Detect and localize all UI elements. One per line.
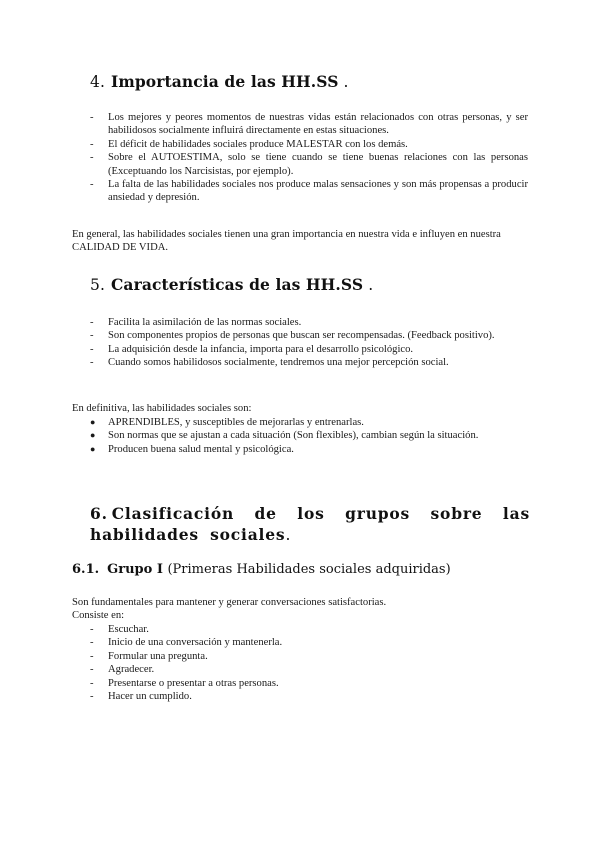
section-6-title: Clasificación de los grupos sobre las habilidades sociales — [90, 504, 530, 544]
list-item-text: Facilita la asimilación de las normas sociales. — [108, 317, 302, 328]
bullet-marker: ● — [90, 417, 96, 427]
list-item — [90, 636, 528, 649]
section-6-1-list — [90, 623, 528, 703]
section-5-bullets — [90, 416, 528, 456]
list-item — [90, 677, 528, 690]
section-5-title: Características de las HH.SS — [111, 275, 364, 294]
list-item-text: Agradecer. — [108, 664, 155, 676]
list-item-text: Son componentes propios de personas que buscan ser recompensadas. (Feedback positivo). — [108, 330, 495, 342]
list-item — [90, 650, 528, 663]
dash-marker: - — [90, 317, 94, 328]
list-item — [90, 429, 528, 442]
section-4-list — [90, 111, 528, 205]
dash-marker: - — [90, 624, 94, 635]
section-6-1-title: Grupo I — [107, 562, 163, 577]
list-item — [90, 690, 528, 703]
bullet-marker: ● — [90, 430, 96, 441]
dash-marker: - — [90, 677, 94, 689]
section-4-summary: En general, las habilidades sociales tienen una gran importancia en nuestra vida e influyen en nuestra CALIDAD DE VIDA. — [72, 229, 501, 254]
list-item-text: Los mejores y peores momentos de nuestras vidas están relacionados con otras personas, y ser habilidosos socialmente influirá directamente en estas situaciones. — [108, 112, 528, 137]
list-item-text: La adquisición desde la infancia, importa para el desarrollo psicológico. — [108, 343, 414, 355]
list-item-text: Presentarse o presentar a otras personas. — [108, 677, 279, 689]
section-5-heading — [90, 275, 373, 294]
section-6-1-intro: Son fundamentales para mantener y generar conversaciones satisfactorias. — [72, 597, 387, 608]
section-5-tail: . — [368, 276, 374, 294]
section-4-number: 4. — [90, 73, 105, 91]
list-item-text: Escuchar. — [108, 624, 149, 635]
list-item — [90, 316, 528, 329]
section-5-number: 5. — [90, 276, 105, 294]
dash-marker: - — [90, 138, 94, 150]
list-item — [90, 138, 528, 151]
section-6-tail: . — [285, 526, 292, 544]
list-item — [90, 178, 528, 205]
dash-marker: - — [90, 691, 94, 703]
section-6-1-number: 6.1. — [72, 562, 100, 577]
section-5-list — [90, 316, 528, 370]
section-4-tail: . — [343, 73, 349, 91]
list-item — [90, 151, 528, 178]
list-item — [90, 329, 528, 342]
list-item-text: La falta de las habilidades sociales nos produce malas sensaciones y son más propensas a producir ansiedad y depresión. — [108, 179, 528, 204]
list-item — [90, 111, 528, 138]
list-item-text: Cuando somos habilidosos socialmente, tendremos una mejor percepción social. — [108, 357, 449, 369]
list-item — [90, 416, 528, 429]
dash-marker: - — [90, 343, 94, 355]
section-6-1-heading — [72, 562, 451, 577]
section-6-1-subtitle: (Primeras Habilidades sociales adquiridas) — [167, 562, 451, 577]
list-item-text: Producen buena salud mental y psicológica. — [108, 443, 294, 455]
section-4-heading — [90, 72, 349, 91]
section-4-title: Importancia de las HH.SS — [111, 72, 339, 91]
list-item — [90, 443, 528, 456]
section-5-intro: En definitiva, las habilidades sociales son: — [72, 403, 252, 414]
dash-marker: - — [90, 330, 94, 342]
list-item-text: Son normas que se ajustan a cada situación (Son flexibles), cambian según la situación. — [108, 430, 479, 442]
list-item-text: Sobre el AUTOESTIMA, solo se tiene cuando se tiene buenas relaciones con las personas (Exceptuando los Narcisistas, por ejemplo). — [108, 152, 528, 177]
list-item — [90, 623, 528, 636]
section-6-heading — [90, 503, 530, 546]
dash-marker: - — [90, 357, 94, 369]
section-6-number: 6. — [90, 504, 108, 523]
section-6-1-consists: Consiste en: — [72, 610, 125, 621]
dash-marker: - — [90, 664, 94, 676]
list-item-text: Inicio de una conversación y mantenerla. — [108, 637, 283, 649]
dash-marker: - — [90, 637, 94, 649]
list-item — [90, 663, 528, 676]
list-item-text: Hacer un cumplido. — [108, 691, 192, 703]
dash-marker: - — [90, 179, 94, 191]
dash-marker: - — [90, 112, 94, 123]
list-item-text: Formular una pregunta. — [108, 650, 208, 662]
list-item-text: APRENDIBLES, y susceptibles de mejorarlas y entrenarlas. — [108, 417, 364, 428]
list-item — [90, 343, 528, 356]
list-item-text: El déficit de habilidades sociales produce MALESTAR con los demás. — [108, 138, 408, 150]
dash-marker: - — [90, 152, 94, 164]
list-item — [90, 356, 528, 369]
dash-marker: - — [90, 650, 94, 662]
bullet-marker: ● — [90, 443, 96, 454]
